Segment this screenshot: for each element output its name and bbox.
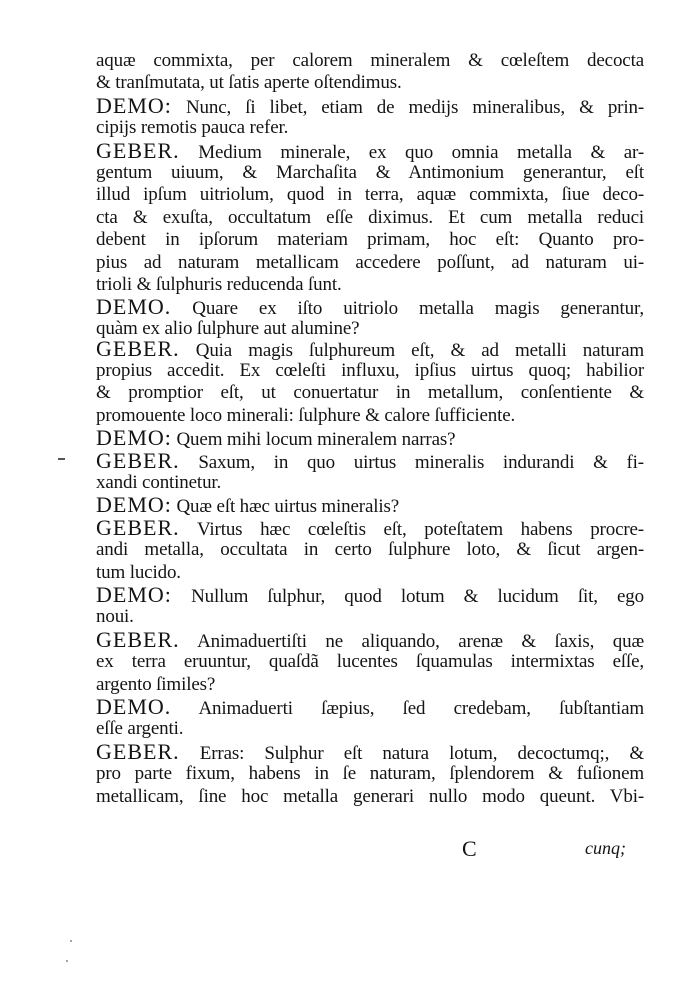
paper-speck: [70, 940, 72, 942]
text-line: DEMO: Quæ eſt hæc uirtus mineralis?: [96, 492, 400, 518]
text-line: DEMO. Quare ex iſto uitriolo metalla magis generantur,: [96, 294, 644, 320]
text-line: GEBER. Medium minerale, ex quo omnia metalla & ar-: [96, 137, 644, 163]
text-line: cta & exuſta, occultatum eſſe diximus. Et cum metalla reduci: [96, 206, 644, 228]
speaker-name: DEMO:: [96, 492, 172, 518]
speaker-name: GEBER.: [96, 137, 180, 163]
text-line: cipijs remotis pauca refer.: [96, 117, 289, 139]
text-line: gentum uiuum, & Marchaſita & Antimonium generantur, eſt: [96, 161, 644, 183]
text-line: trioli & ſulphuris reducenda ſunt.: [96, 273, 342, 295]
text-line: DEMO. Animaduerti ſæpius, ſed credebam, ſubſtantiam: [96, 693, 644, 719]
text-line: & tranſmutata, ut ſatis aperte oſtendimus.: [96, 72, 402, 94]
text-line: andi metalla, occultata in certo ſulphure loto, & ſicut argen-: [96, 539, 644, 561]
text-line: promouente loco minerali: ſulphure & calore ſufficiente.: [96, 404, 516, 426]
text-line: & promptior eſt, ut conuertatur in metallum, conſentiente &: [96, 382, 644, 404]
speaker-name: DEMO.: [96, 294, 172, 320]
speaker-name: DEMO:: [96, 92, 172, 118]
catchword: cunq;: [585, 838, 626, 858]
text-line: propius accedit. Ex cœleſti influxu, ipſius uirtus quoq; habilior: [96, 360, 644, 382]
text-line: xandi continetur.: [96, 472, 222, 494]
text-line: metallicam, ſine hoc metalla generari nullo modo queunt. Vbi-: [96, 785, 644, 807]
text-line: pius ad naturam metallicam accedere poſſunt, ad naturam ui-: [96, 251, 644, 273]
text-line: GEBER. Virtus hæc cœleſtis eſt, poteſtatem habens procre-: [96, 514, 644, 540]
speaker-name: DEMO:: [96, 425, 172, 451]
signature-mark: C: [462, 836, 477, 861]
text-line: noui.: [96, 606, 134, 628]
text-line: quàm ex alio ſulphure aut alumine?: [96, 317, 360, 339]
text-line: pro parte fixum, habens in ſe naturam, ſplendorem & fuſionem: [96, 763, 644, 785]
text-line: GEBER. Animaduertiſti ne aliquando, arenæ & ſaxis, quæ: [96, 626, 644, 652]
margin-mark: [58, 458, 65, 460]
text-line: tum lucido.: [96, 561, 181, 583]
text-line: DEMO: Nunc, ſi libet, etiam de medijs mineralibus, & prin-: [96, 92, 644, 118]
paper-speck: [66, 960, 68, 962]
speaker-name: GEBER.: [96, 447, 180, 473]
text-line: aquæ commixta, per calorem mineralem & cœleſtem decocta: [96, 50, 644, 71]
speaker-name: GEBER.: [96, 514, 180, 540]
text-line: debent in ipſorum materiam primam, hoc eſt: Quanto pro-: [96, 229, 644, 251]
speaker-name: DEMO:: [96, 581, 172, 607]
speaker-name: GEBER.: [96, 738, 180, 764]
speaker-name: GEBER.: [96, 626, 180, 652]
text-line: argento ſimiles?: [96, 673, 216, 695]
text-line: GEBER. Saxum, in quo uirtus mineralis indurandi & fi-: [96, 447, 644, 473]
text-line: DEMO: Nullum ſulphur, quod lotum & lucidum ſit, ego: [96, 581, 644, 607]
text-line: DEMO: Quem mihi locum mineralem narras?: [96, 425, 456, 451]
speaker-name: DEMO.: [96, 693, 172, 719]
text-line: GEBER. Erras: Sulphur eſt natura lotum, decoctumq;, &: [96, 738, 644, 764]
dialogue-text: [96, 50, 644, 808]
page-footer: [96, 836, 644, 860]
text-line: GEBER. Quia magis ſulphureum eſt, & ad metalli naturam: [96, 335, 644, 361]
text-line: ex terra eruuntur, quaſdã lucentes ſquamulas intermixtas eſſe,: [96, 651, 644, 673]
text-line: eſſe argenti.: [96, 718, 184, 740]
speaker-name: GEBER.: [96, 335, 180, 361]
text-line: illud ipſum uitriolum, quod in terra, aquæ commixta, ſiue deco-: [96, 184, 644, 206]
